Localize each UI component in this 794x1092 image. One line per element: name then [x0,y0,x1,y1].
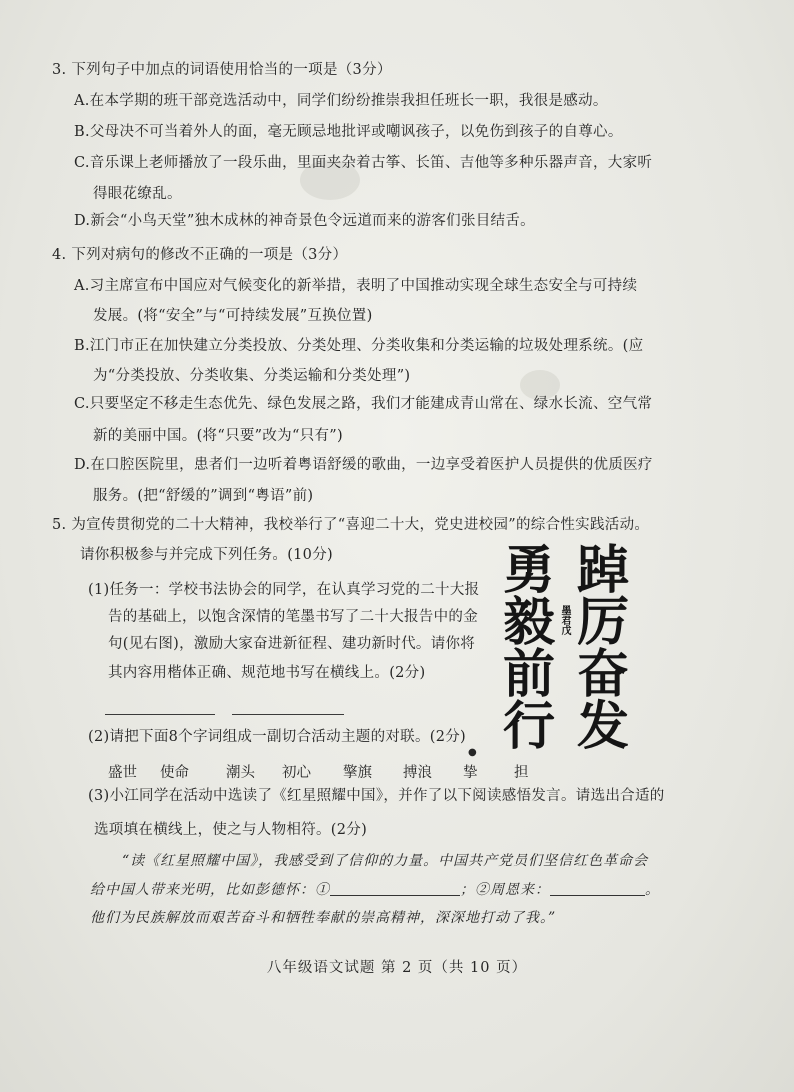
calligraphy-char: 行 [503,696,556,757]
q5-stem: 5. 为宣传贯彻党的二十大精神，我校举行了“喜迎二十大，党史进校园”的综合性实践活动。 [52,517,650,533]
word-item: 擎旗 [343,765,372,781]
calligraphy-char: 奋 [577,644,630,705]
word-item: 潮头 [226,765,255,781]
answer-blank-1[interactable] [105,714,215,715]
q5-stem-cont: 请你积极参与并完成下列任务。(10分) [80,547,333,563]
q5-task3-line1: (3)小江同学在活动中选读了《红星照耀中国》，并作了以下阅读感悟发言。请选出合适的 [88,788,665,804]
q4-option-a-cont: 发展。(将“安全”与“可持续发展”互换位置) [93,308,373,324]
q5-task1-line2: 告的基础上，以饱含深情的笔墨书写了二十大报告中的金 [108,609,478,625]
q4-option-a[interactable]: A.习主席宣布中国应对气候变化的新举措，表明了中国推动实现全球生态安全与可持续 [74,278,638,294]
q3-option-c-cont: 得眼花缭乱。 [93,186,182,202]
reading-quote-line2: 给中国人带来光明，比如彭德怀：① ；②周恩来： 。 [90,882,660,898]
word-item: 盛世 [108,765,137,781]
q4-option-d[interactable]: D.在口腔医院里，患者们一边听着粤语舒缓的歌曲，一边享受着医护人员提供的优质医疗 [74,457,653,473]
q5-task1-line4: 其内容用楷体正确、规范地书写在横线上。(2分) [108,665,426,681]
calligraphy-image [495,540,645,757]
reading-quote-line3: 他们为民族解放而艰苦奋斗和牺牲奉献的崇高精神，深深地打动了我。” [90,910,557,926]
word-item: 搏浪 [403,765,432,781]
calligraphy-char: 踔 [577,540,630,601]
q4-option-b-cont: 为“分类投放、分类收集、分类运输和分类处理”) [93,368,411,384]
calligraphy-char: 毅 [503,592,556,653]
fill-blank-1[interactable] [330,881,460,896]
q5-task2: (2)请把下面8个字词组成一副切合活动主题的对联。(2分) [88,729,467,745]
answer-blank-2[interactable] [232,714,344,715]
q4-stem: 4. 下列对病句的修改不正确的一项是（3分） [52,247,348,263]
exam-page: 3. 下列句子中加点的词语使用恰当的一项是（3分） A.在本学期的班干部竞选活动中，同学们纷纷推崇我担任班长一职，我很是感动。 B.父母决不可当着外人的面，毫无顾忌地批评或嘲讽孩子，以免伤到孩子的自尊心。 C.音乐课上老师播放了一段乐曲，里面夹杂着古筝、长笛、吉他等多种乐器声音，大家听 得眼花缭乱。 D.新会“小鸟天堂”独木成林的神奇景色令远道而来的游客们张目结舌。 4. 下列对病句的修改不正确的一项是（3分） A.习主席宣布中国应对气候变化的新举措，表明了中国推动实现全球生态安全与可持续 发展。(将“安全”与“可持续发展”互换位置) B.江门市正在加快建立分类投放、分类处理、分类收集和分类运输的垃圾处理系统。(应 为“分类投放、分类收集、分类运输和分类处理”) C.只要坚定不移走生态优先、绿色发展之路，我们才能建成青山常在、绿水长流、空气常 新的美丽中国。(将“只要”改为“只有”) D.在口腔医院里，患者们一边听着粤语舒缓的歌曲，一边享受着医护人员提供的优质医疗 服务。(把“舒缓的”调到“粤语”前) 5. 为宣传贯彻党的二十大精神，我校举行了“喜迎二十大，党史进校园”的综合性实践活动。 请你积极参与并完成下列任务。(10分) (1)任务一：学校书法协会的同学，在认真学习党的二十大报 告的基础上，以饱含深情的笔墨书写了二十大报告中的金 句(见右图)，激励大家奋进新征程、建功新时代。请你将 其内容用楷体正确、规范地书写在横线上。(2分) (2)请把下面8个字词组成一副切合活动主题的对联。(2分) 盛世 使命 潮头 初心 擎旗 搏浪 ● 挚 担 (3)小江同学在活动中选读了《红星照耀中国》，并作了以下阅读感悟发言。请选出合适的 选项填在横线上，使之与人物相符。(2分) “读《红星照耀中国》，我感受到了信仰的力量。中国共产党员们坚信红色革命会 给中国人带来光明，比如彭德怀：① ；②周恩来： 。 他们为民族解放而艰苦奋斗和牺牲奉献的崇高精神，深深地打动了我。” 踔 厉 奋 发 勇 毅 前 行 墨君戊 八年级语文试题 第 2 页（共 10 页） [0,0,794,1092]
q4-option-d-cont: 服务。(把“舒缓的”调到“粤语”前) [93,488,314,504]
word-item: 初心 [282,765,311,781]
calligraphy-char: 发 [577,696,630,757]
word-item: 担 [514,765,529,781]
q3-option-d[interactable]: D.新会“小鸟天堂”独木成林的神奇景色令远道而来的游客们张目结舌。 [74,213,535,229]
page-footer: 八年级语文试题 第 2 页（共 10 页） [266,960,528,976]
fill-blank-2[interactable] [550,881,645,896]
calligraphy-char: 厉 [577,592,630,653]
reading-quote-line1: “读《红星照耀中国》，我感受到了信仰的力量。中国共产党员们坚信红色革命会 [122,853,649,869]
q3-option-a[interactable]: A.在本学期的班干部竞选活动中，同学们纷纷推崇我担任班长一职，我很是感动。 [74,93,608,109]
emphasis-dot-icon: ● [468,747,477,758]
q3-option-b[interactable]: B.父母决不可当着外人的面，毫无顾忌地批评或嘲讽孩子，以免伤到孩子的自尊心。 [74,124,623,140]
q3-option-c[interactable]: C.音乐课上老师播放了一段乐曲，里面夹杂着古筝、长笛、吉他等多种乐器声音，大家听 [74,155,653,171]
word-item: 使命 [160,765,189,781]
q4-option-c[interactable]: C.只要坚定不移走生态优先、绿色发展之路，我们才能建成青山常在、绿水长流、空气常 [74,396,653,412]
q3-stem: 3. 下列句子中加点的词语使用恰当的一项是（3分） [52,62,392,78]
calligraphy-char: 勇 [503,540,556,601]
q5-task1-line1: (1)任务一：学校书法协会的同学，在认真学习党的二十大报 [88,582,480,598]
q4-option-b[interactable]: B.江门市正在加快建立分类投放、分类处理、分类收集和分类运输的垃圾处理系统。(应 [74,338,644,354]
q5-task1-line3: 句(见右图)，激励大家奋进新征程、建功新时代。请你将 [108,636,476,652]
artist-signature: 墨君戊 [559,605,570,635]
q5-task3-line2: 选项填在横线上，使之与人物相符。(2分) [94,822,368,838]
q4-option-c-cont: 新的美丽中国。(将“只要”改为“只有”) [93,428,343,444]
calligraphy-char: 前 [503,644,556,705]
